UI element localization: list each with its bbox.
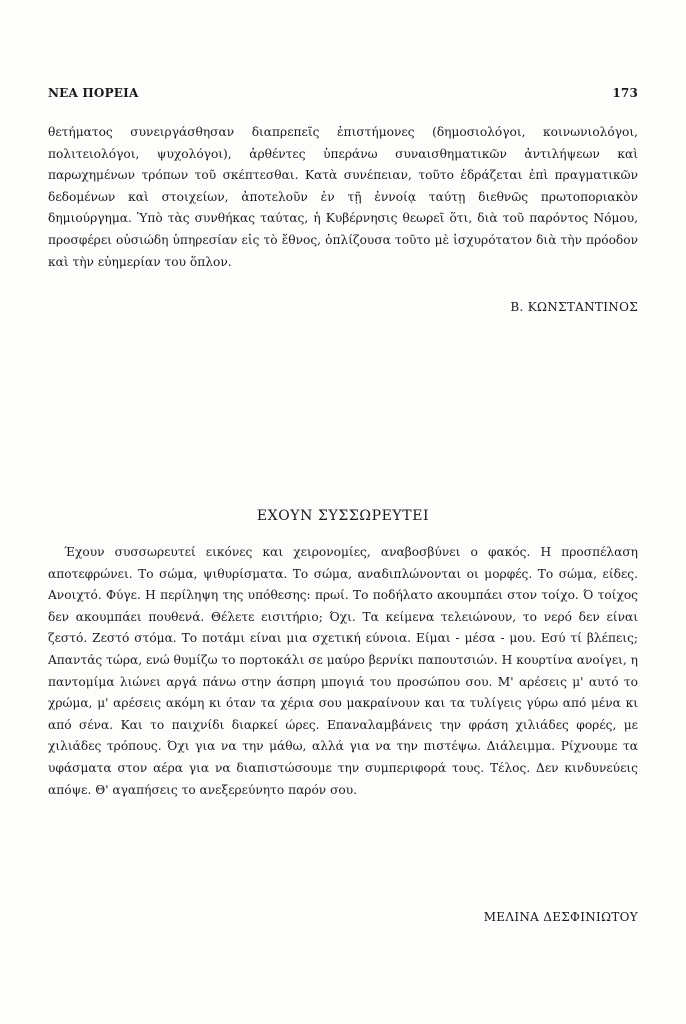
article-2-title: ΕΧΟΥΝ ΣΥΣΣΩΡΕΥΤΕΙ: [256, 508, 430, 524]
page-number: 173: [612, 86, 638, 100]
journal-title: ΝΕΑ ΠΟΡΕΙΑ: [48, 86, 139, 100]
article-1-body: θετήματος συνειργάσθησαν διαπρεπεῖς ἐπιστήμονες (δημοσιολόγοι, κοινωνιολόγοι, πολιτειολόγοι, ψυχολόγοι), ἀρθέντες ὑπεράνω συναισθηματικῶν ἀντιλήψεων καὶ παρωχημένων τρόπων τοῦ σκέπτεσθαι. Κατὰ συνέπειαν, τοῦτο ἑδράζεται ἐπὶ πραγματικῶν δεδομένων καὶ στοιχείων, ἀποτελοῦν ἐν τῇ ἐννοίᾳ ταύτῃ διεθνῶς πρωτοποριακὸν δημιούργημα. Ὑπὸ τὰς συνθήκας ταύτας, ἡ Κυβέρνησις θεωρεῖ ὅτι, διὰ τοῦ παρόντος Νόμου, προσφέρει οὐσιώδη ὑπηρεσίαν εἰς τὸ ἔθνος, ὁπλίζουσα τοῦτο μὲ ἰσχυρότατον διὰ τὴν πρόοδον καὶ τὴν εὐημερίαν του ὅπλον.: [48, 125, 638, 269]
article-2-signature: ΜΕΛΙΝΑ ΔΕΣΦΙΝΙΩΤΟΥ: [483, 910, 638, 924]
page-header: [48, 86, 638, 104]
article-2-body: Έχουν συσσωρευτεί εικόνες και χειρονομίες, αναβοσβύνει ο φακός. Η προσπέλαση αποτεφρώνει. Το σώμα, ψιθυρίσματα. Το σώμα, αναδιπλώνονται οι μορφές. Το σώμα, είδες. Ανοιχτό. Φύγε. Η περίληψη της υπόθεσης: πρωί. Το ποδήλατο ακουμπάει στον τοίχο. Ό τοίχος δεν ακουμπάει πουθενά. Θέλετε εισιτήριο; Όχι. Τα κείμενα τελειώνουν, το νερό δεν είναι ζεστό. Ζεστό στόμα. Το ποτάμι είναι μια σχετική εύνοια. Είμαι - μέσα - μου. Εσύ τί βλέπεις; Απαντάς τώρα, ενώ θυμίζω το πορτοκάλι σε μαύρο βερνίκι παπουτσιών. Η κουρτίνα ανοίγει, η παντομίμα λιώνει αργά πάνω στην άσπρη μπογιά του προσώπου σου. Μ' αρέσεις μ' αυτό το χρώμα, μ' αρέσεις ακόμη κι όταν τα χέρια σου μακραίνουν και τα τυλίγεις γύρω από μένα κι από σένα. Και το παιχνίδι διαρκεί ώρες. Επαναλαμβάνεις την φράση χιλιάδες φορές, με χιλιάδες τρόπους. Όχι για να την μάθω, αλλά για να την πιστέψω. Διάλειμμα. Ρίχνουμε τα υφάσματα στον αέρα για να διαπιστώσουμε την συμπεριφορά τους. Τέλος. Δεν κινδυνεύεις απόψε. Θ' αγαπήσεις το ανεξερεύνητο παρόν σου.: [48, 545, 638, 797]
article-1-signature: Β. ΚΩΝΣΤΑΝΤΙΝΟΣ: [510, 300, 638, 314]
